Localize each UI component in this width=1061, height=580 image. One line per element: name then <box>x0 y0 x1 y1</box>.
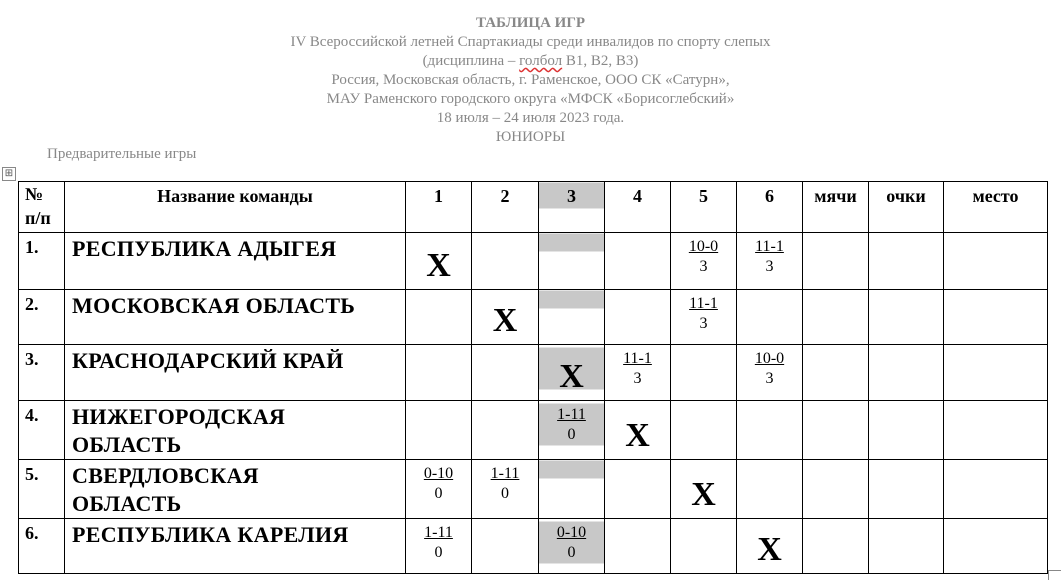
row-num: 1. <box>19 233 65 290</box>
cell-diagonal <box>737 519 803 574</box>
team-name <box>65 460 406 519</box>
cell-empty <box>605 519 671 574</box>
points-cell <box>869 401 944 460</box>
section-subtitle: Предварительные игры <box>47 146 197 162</box>
score: 0-10 <box>423 465 454 482</box>
doc-title: ТАБЛИЦА ИГР <box>475 15 586 31</box>
cell-diagonal <box>406 233 472 290</box>
table-row <box>19 233 1048 290</box>
cell-diagonal <box>671 460 737 519</box>
points-cell <box>869 290 944 345</box>
row-num: 4. <box>19 401 65 460</box>
score-cell <box>406 519 472 574</box>
header-line-3: Россия, Московская область, г. Раменское, ООО СК «Сатурн», <box>331 72 730 88</box>
points: 0 <box>500 485 509 502</box>
score-cell <box>406 460 472 519</box>
points: 3 <box>765 370 774 387</box>
place-cell <box>944 233 1048 290</box>
cell-empty <box>406 345 472 401</box>
cell-diagonal <box>472 290 539 345</box>
header-col-1: 1 <box>406 182 472 233</box>
cell-empty <box>671 401 737 460</box>
points-cell <box>869 460 944 519</box>
place-cell <box>944 460 1048 519</box>
cell-empty <box>472 233 539 290</box>
header-num-a: № <box>25 184 44 204</box>
cell-empty <box>605 460 671 519</box>
header-col-5: 5 <box>671 182 737 233</box>
cell-empty <box>671 519 737 574</box>
cell-empty <box>605 290 671 345</box>
diagonal-mark: X <box>492 302 518 339</box>
score-cell <box>671 290 737 345</box>
balls-cell <box>803 345 869 401</box>
header-line-1: IV Всероссийской летней Спартакиады среди инвалидов по спорту слепых <box>290 34 771 50</box>
header-num-b: п/п <box>25 208 51 228</box>
team-name-line-2: ОБЛАСТЬ <box>72 432 182 457</box>
team-name <box>65 401 406 460</box>
header-col-4: 4 <box>605 182 671 233</box>
cell-empty <box>406 401 472 460</box>
points: 3 <box>699 315 708 332</box>
table-row <box>19 345 1048 401</box>
header-place: место <box>944 182 1048 233</box>
table-header-row <box>19 182 1048 233</box>
points-cell <box>869 345 944 401</box>
cell-empty <box>472 345 539 401</box>
score: 10-0 <box>754 350 785 367</box>
team-name: РЕСПУБЛИКА АДЫГЕЯ <box>65 233 406 290</box>
diagonal-mark: X <box>559 358 584 395</box>
header-line-2-pre: (дисциплина – <box>422 53 520 69</box>
header-line-4: МАУ Раменского городского округа «МФСК «Борисоглебский» <box>326 91 735 107</box>
cell-diagonal <box>539 345 605 401</box>
table-row <box>19 290 1048 345</box>
score-cell <box>737 233 803 290</box>
points-cell <box>869 233 944 290</box>
score: 11-1 <box>623 350 652 367</box>
score-cell <box>539 519 605 574</box>
cell-empty <box>737 401 803 460</box>
place-cell <box>944 519 1048 574</box>
cell-empty <box>539 460 605 519</box>
points: 0 <box>567 544 576 561</box>
header-col-3: 3 <box>539 182 605 233</box>
cell-empty <box>406 290 472 345</box>
diagonal-mark: X <box>691 476 716 513</box>
table-row <box>19 460 1048 519</box>
cell-empty <box>605 233 671 290</box>
row-num: 3. <box>19 345 65 401</box>
row-num: 5. <box>19 460 65 519</box>
header-num <box>19 182 65 233</box>
score: 1-11 <box>557 406 586 423</box>
points: 3 <box>765 258 774 275</box>
score: 10-0 <box>688 238 719 255</box>
spellcheck-word: голбол <box>519 53 563 69</box>
team-name: РЕСПУБЛИКА КАРЕЛИЯ <box>65 519 406 574</box>
team-name-line-1: СВЕРДЛОВСКАЯ <box>72 463 259 488</box>
points: 0 <box>434 544 443 561</box>
team-name-line-1: НИЖЕГОРОДСКАЯ <box>72 404 286 429</box>
balls-cell <box>803 401 869 460</box>
header-line-2-post: В1, В2, В3) <box>562 53 639 69</box>
place-cell <box>944 345 1048 401</box>
diagonal-mark: X <box>757 531 782 568</box>
score-cell <box>472 460 539 519</box>
diagonal-mark: X <box>426 247 451 284</box>
cell-empty <box>737 460 803 519</box>
points: 0 <box>567 426 576 443</box>
score: 1-11 <box>490 465 520 482</box>
team-name: МОСКОВСКАЯ ОБЛАСТЬ <box>65 290 406 345</box>
place-cell <box>944 290 1048 345</box>
score: 11-1 <box>755 238 784 255</box>
header-col-6: 6 <box>737 182 803 233</box>
score-cell <box>671 233 737 290</box>
cell-diagonal <box>605 401 671 460</box>
cell-empty <box>539 290 605 345</box>
header-line-6: ЮНИОРЫ <box>495 129 566 145</box>
table-row <box>19 519 1048 574</box>
header-col-2: 2 <box>472 182 539 233</box>
document-header <box>0 14 1061 147</box>
table-row <box>19 401 1048 460</box>
balls-cell <box>803 233 869 290</box>
header-balls: мячи <box>803 182 869 233</box>
cell-empty <box>472 401 539 460</box>
score-cell <box>539 401 605 460</box>
score-cell <box>737 345 803 401</box>
row-num: 6. <box>19 519 65 574</box>
cell-empty <box>671 345 737 401</box>
cell-empty <box>539 233 605 290</box>
place-cell <box>944 401 1048 460</box>
diagonal-mark: X <box>625 417 650 454</box>
score: 0-10 <box>556 524 587 541</box>
team-name-line-2: ОБЛАСТЬ <box>72 491 182 516</box>
games-table <box>18 181 1048 574</box>
cell-empty <box>737 290 803 345</box>
score: 1-11 <box>424 524 453 541</box>
points: 0 <box>434 485 443 502</box>
row-num: 2. <box>19 290 65 345</box>
score: 11-1 <box>689 295 718 312</box>
header-team: Название команды <box>65 182 406 233</box>
points: 3 <box>633 370 642 387</box>
table-move-handle-icon[interactable]: ⊞ <box>2 167 16 181</box>
header-line-5: 18 июля – 24 июля 2023 года. <box>436 110 625 126</box>
balls-cell <box>803 519 869 574</box>
score-cell <box>605 345 671 401</box>
balls-cell <box>803 290 869 345</box>
header-points: очки <box>869 182 944 233</box>
points-cell <box>869 519 944 574</box>
team-name: КРАСНОДАРСКИЙ КРАЙ <box>65 345 406 401</box>
points: 3 <box>699 258 708 275</box>
balls-cell <box>803 460 869 519</box>
header-line-2 <box>0 52 1061 71</box>
cell-empty <box>472 519 539 574</box>
